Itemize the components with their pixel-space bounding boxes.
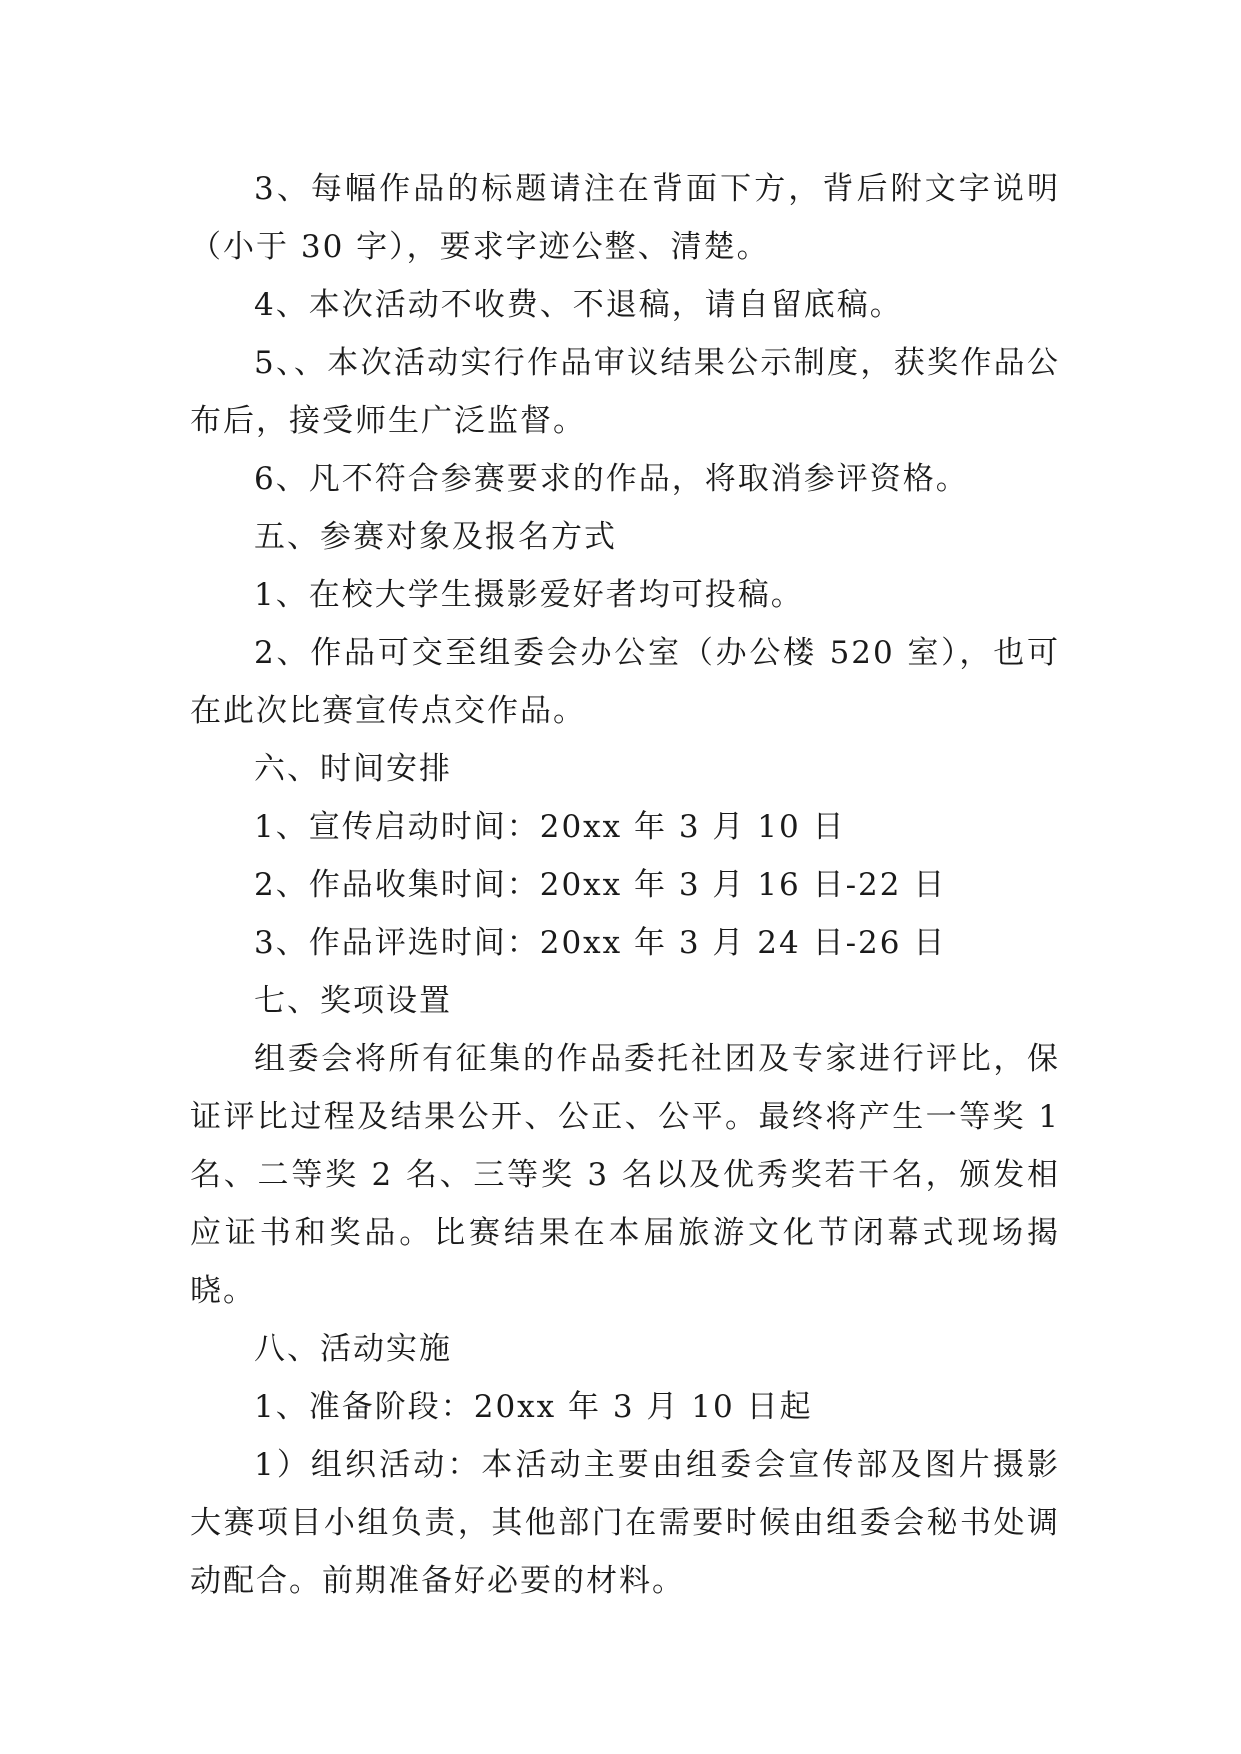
paragraph-rule-6: 6、凡不符合参赛要求的作品，将取消参评资格。 [254, 461, 969, 497]
schedule-item-launch: 1、宣传启动时间：20xx 年 3 月 10 日 [254, 809, 846, 845]
paragraph-rule-5: 5、、本次活动实行作品审议结果公示制度，获奖作品公布后，接受师生广泛监督。 [190, 345, 1060, 439]
schedule-item-judging: 3、作品评选时间：20xx 年 3 月 24 日-26 日 [254, 925, 947, 961]
paragraph-rule-4: 4、本次活动不收费、不退稿，请自留底稿。 [254, 287, 903, 323]
paragraph-rule-3: 3、每幅作品的标题请注在背面下方，背后附文字说明（小于 30 字），要求字迹公整、清楚。 [190, 171, 1060, 265]
paragraph-submission: 2、作品可交至组委会办公室（办公楼 520 室），也可在此次比赛宣传点交作品。 [190, 635, 1060, 729]
document-body [190, 160, 1072, 1610]
section-heading-awards: 七、奖项设置 [254, 983, 452, 1019]
paragraph-preparation-stage: 1、准备阶段：20xx 年 3 月 10 日起 [254, 1389, 813, 1425]
paragraph-organization: 1）组织活动：本活动主要由组委会宣传部及图片摄影大赛项目小组负责，其他部门在需要时候由组委会秘书处调动配合。前期准备好必要的材料。 [190, 1447, 1060, 1599]
paragraph-eligibility: 1、在校大学生摄影爱好者均可投稿。 [254, 577, 804, 613]
schedule-item-collection: 2、作品收集时间：20xx 年 3 月 16 日-22 日 [254, 867, 947, 903]
paragraph-awards: 组委会将所有征集的作品委托社团及专家进行评比，保证评比过程及结果公开、公正、公平。最终将产生一等奖 1 名、二等奖 2 名、三等奖 3 名以及优秀奖若干名，颁发相应证书和奖品。比赛结果在本届旅游文化节闭幕式现场揭晓。 [190, 1041, 1072, 1309]
section-heading-implementation: 八、活动实施 [254, 1331, 452, 1367]
section-heading-schedule: 六、时间安排 [254, 751, 452, 787]
section-heading-participants: 五、参赛对象及报名方式 [254, 519, 617, 555]
